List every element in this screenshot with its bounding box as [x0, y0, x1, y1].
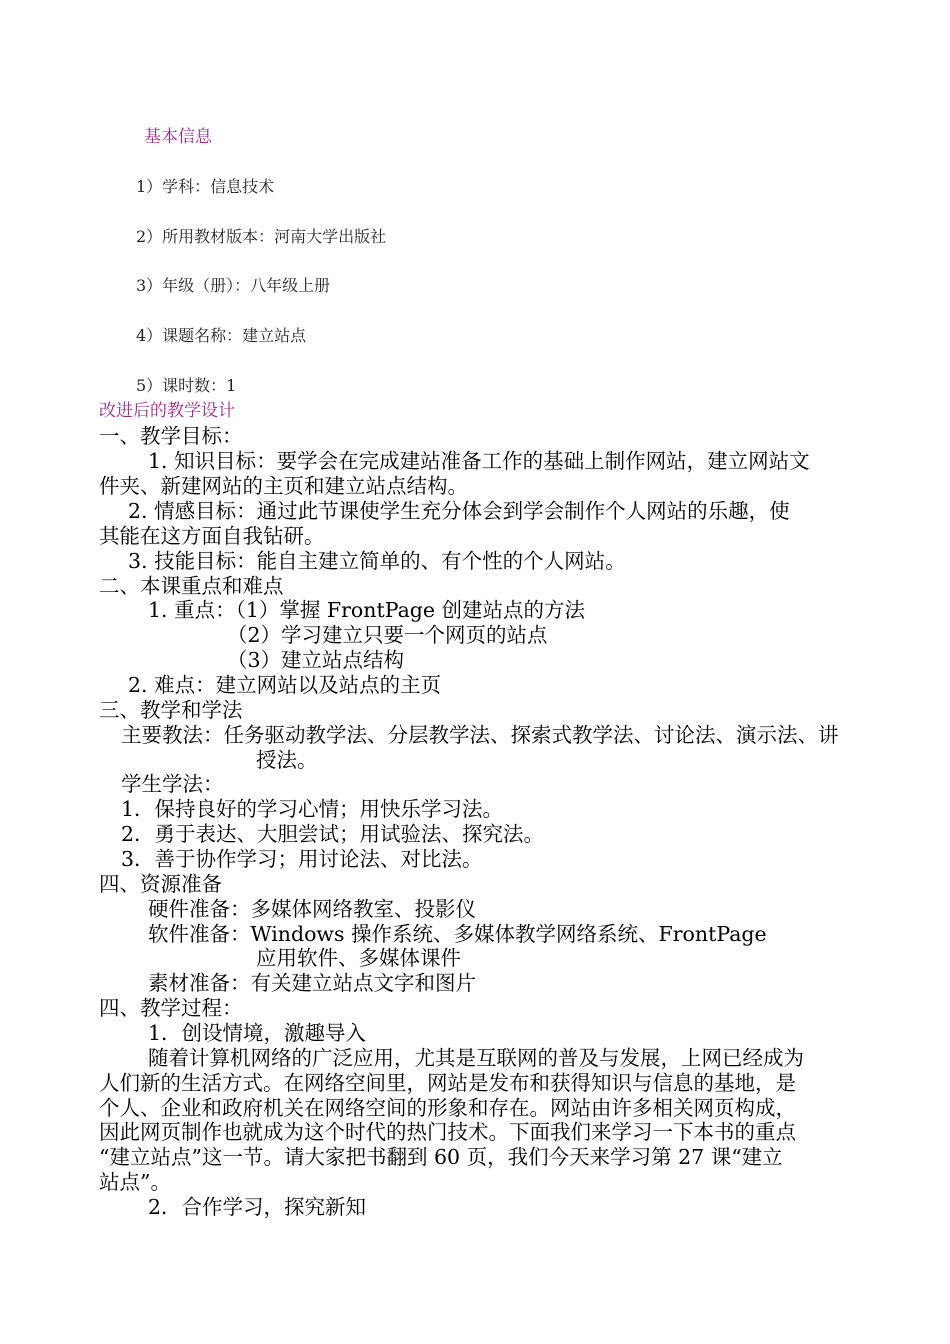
info-subject: 1）学科：信息技术 — [136, 177, 275, 196]
section-2-heading: 二、本课重点和难点 — [99, 574, 284, 598]
goal-knowledge-cont: 件夹、新建网站的主页和建立站点结构。 — [99, 474, 468, 498]
paragraph-line-3: 个人、企业和政府机关在网络空间的形象和存在。网站由许多相关网页构成， — [99, 1096, 796, 1120]
info-topic: 4）课题名称：建立站点 — [136, 326, 307, 345]
paragraph-line-6: 站点”。 — [99, 1170, 171, 1194]
paragraph-line-4: 因此网页制作也就成为这个时代的热门技术。下面我们来学习一下本书的重点 — [99, 1120, 796, 1144]
goal-skill: 3. 技能目标：能自主建立简单的、有个性的个人网站。 — [128, 549, 626, 573]
key-point-3: （3）建立站点结构 — [227, 648, 405, 672]
paragraph-line-5: “建立站点”这一节。请大家把书翻到 60 页，我们今天来学习第 27 课“建立 — [99, 1145, 783, 1169]
teaching-methods-cont: 授法。 — [256, 748, 318, 772]
material-prep: 素材准备：有关建立站点文字和图片 — [148, 971, 476, 995]
goal-emotion: 2. 情感目标：通过此节课使学生充分体会到学会制作个人网站的乐趣，使 — [128, 499, 790, 523]
key-point-2: （2）学习建立只要一个网页的站点 — [227, 623, 548, 647]
learning-method-1: 1．保持良好的学习心情；用快乐学习法。 — [121, 797, 504, 821]
paragraph-line-1: 随着计算机网络的广泛应用，尤其是互联网的普及与发展，上网已经成为 — [148, 1046, 804, 1070]
info-hours: 5）课时数：1 — [136, 376, 237, 395]
key-point-1: 1. 重点：（1）掌握 FrontPage 创建站点的方法 — [148, 598, 586, 622]
info-textbook: 2）所用教材版本：河南大学出版社 — [136, 227, 387, 246]
step-2-title: 2．合作学习，探究新知 — [148, 1195, 367, 1219]
software-prep-cont: 应用软件、多媒体课件 — [256, 946, 461, 970]
section-3-heading: 三、教学和学法 — [99, 698, 243, 722]
learning-method-3: 3．善于协作学习；用讨论法、对比法。 — [121, 847, 483, 871]
learning-method-2: 2．勇于表达、大胆尝试；用试验法、探究法。 — [121, 822, 545, 846]
design-heading: 改进后的教学设计 — [99, 401, 235, 421]
goal-knowledge: 1. 知识目标：要学会在完成建站准备工作的基础上制作网站，建立网站文 — [148, 449, 810, 473]
software-prep: 软件准备：Windows 操作系统、多媒体教学网络系统、FrontPage — [148, 922, 767, 946]
section-5-heading: 四、教学过程： — [99, 996, 243, 1020]
basic-info-title: 基本信息 — [144, 127, 212, 147]
teaching-methods: 主要教法：任务驱动教学法、分层教学法、探索式教学法、讨论法、演示法、讲 — [121, 723, 839, 747]
section-1-heading: 一、教学目标： — [99, 424, 243, 448]
step-1-title: 1．创设情境，激趣导入 — [148, 1021, 367, 1045]
info-grade: 3）年级（册）：八年级上册 — [136, 276, 331, 295]
goal-emotion-cont: 其能在这方面自我钻研。 — [99, 524, 325, 548]
section-4-heading: 四、资源准备 — [99, 872, 222, 896]
difficulty: 2. 难点：建立网站以及站点的主页 — [128, 673, 442, 697]
hardware-prep: 硬件准备：多媒体网络教室、投影仪 — [148, 897, 476, 921]
learning-methods-label: 学生学法： — [121, 772, 224, 796]
paragraph-line-2: 人们新的生活方式。在网络空间里，网站是发布和获得知识与信息的基地，是 — [99, 1071, 796, 1095]
